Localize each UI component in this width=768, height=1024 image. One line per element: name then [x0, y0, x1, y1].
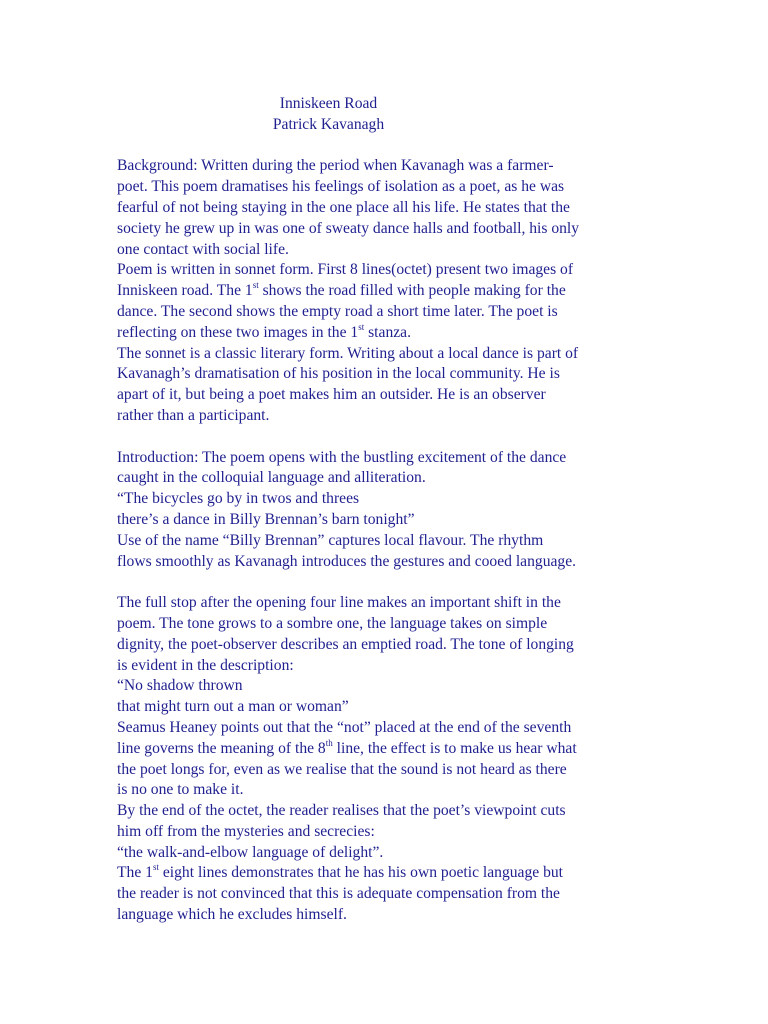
text-line [117, 510, 657, 531]
text-run: Seamus Heaney points out that the “not” placed at the end of the seventh [117, 718, 572, 736]
document-body [117, 94, 657, 926]
text-line [117, 635, 657, 656]
text-run: “The bicycles go by in twos and threes [117, 490, 360, 508]
text-line [117, 448, 657, 469]
text-run: By the end of the octet, the reader realises that the poet’s viewpoint cuts [117, 802, 566, 820]
ordinal-suffix: st [252, 279, 259, 290]
text-run: stanza. [364, 323, 411, 341]
text-run: Background: Written during the period when Kavanagh was a farmer- [117, 157, 554, 175]
text-line [117, 614, 657, 635]
text-line [117, 697, 657, 718]
text-line [117, 260, 657, 281]
text-line [117, 468, 657, 489]
text-run: Poem is written in sonnet form. First 8 lines(octet) present two images of [117, 261, 574, 279]
text-line [117, 822, 657, 843]
text-run: The full stop after the opening four line makes an important shift in the [117, 594, 561, 612]
text-line [117, 884, 657, 905]
blank-line [117, 136, 657, 157]
text-line [117, 552, 657, 573]
text-run: flows smoothly as Kavanagh introduces the gestures and cooed language. [117, 552, 577, 570]
text-line [117, 676, 657, 697]
blank-line [117, 572, 657, 593]
text-line [117, 302, 657, 323]
text-run: the poet longs for, even as we realise that the sound is not heard as there [117, 760, 567, 778]
body-text [117, 156, 657, 925]
title-block [117, 94, 540, 136]
text-line [117, 219, 657, 240]
text-run: “the walk-and-elbow language of delight”. [117, 843, 384, 861]
text-run: shows the road filled with people making for the [258, 282, 566, 300]
text-run: eight lines demonstrates that he has his own poetic language but [158, 864, 564, 882]
text-run: “No shadow thrown [117, 677, 243, 695]
text-line [117, 905, 657, 926]
text-run: the reader is not convinced that this is adequate compensation from the [117, 885, 560, 903]
text-line [117, 385, 657, 406]
text-run: The 1 [117, 864, 153, 882]
text-run: line governs the meaning of the 8 [117, 739, 326, 757]
text-run: Kavanagh’s dramatisation of his position in the local community. He is [117, 365, 560, 383]
text-run: Use of the name “Billy Brennan” captures local flavour. The rhythm [117, 531, 544, 549]
text-line [117, 364, 657, 385]
text-run: caught in the colloquial language and alliteration. [117, 469, 426, 487]
text-run: rather than a participant. [117, 406, 270, 424]
text-run: line, the effect is to make us hear what [332, 739, 577, 757]
text-line [117, 739, 657, 760]
text-line [117, 843, 657, 864]
text-line [117, 344, 657, 365]
text-run: Introduction: The poem opens with the bustling excitement of the dance [117, 448, 567, 466]
text-run: is no one to make it. [117, 781, 244, 799]
text-line [117, 780, 657, 801]
text-line [117, 198, 657, 219]
text-run: that might turn out a man or woman” [117, 698, 349, 716]
text-run: society he grew up in was one of sweaty dance halls and football, his only [117, 219, 580, 237]
text-run: fearful of not being staying in the one place all his life. He states that the [117, 198, 570, 216]
text-line [117, 760, 657, 781]
text-run: reflecting on these two images in the 1 [117, 323, 359, 341]
text-line [117, 406, 657, 427]
text-line [117, 240, 657, 261]
text-line [117, 156, 657, 177]
poem-author: Patrick Kavanagh [272, 115, 385, 133]
text-line [117, 801, 657, 822]
text-run: language which he excludes himself. [117, 906, 347, 924]
text-line [117, 177, 657, 198]
text-line [117, 593, 657, 614]
ordinal-suffix: th [325, 737, 333, 748]
text-run: apart of it, but being a poet makes him an outsider. He is an observer [117, 386, 546, 404]
text-line [117, 323, 657, 344]
poem-title: Inniskeen Road [279, 95, 378, 112]
text-run: dance. The second shows the empty road a short time later. The poet is [117, 302, 558, 320]
text-run: is evident in the description: [117, 656, 294, 674]
text-line [117, 718, 657, 739]
text-run: Inniskeen road. The 1 [117, 282, 253, 300]
text-run: there’s a dance in Billy Brennan’s barn tonight” [117, 510, 415, 528]
ordinal-suffix: st [358, 321, 365, 332]
text-run: poem. The tone grows to a sombre one, the language takes on simple [117, 614, 548, 632]
text-line [117, 863, 657, 884]
blank-line [117, 427, 657, 448]
text-run: poet. This poem dramatises his feelings of isolation as a poet, as he was [117, 178, 565, 196]
ordinal-suffix: st [152, 862, 159, 873]
text-run: him off from the mysteries and secrecies: [117, 822, 375, 840]
text-line [117, 531, 657, 552]
text-run: dignity, the poet-observer describes an emptied road. The tone of longing [117, 635, 574, 653]
text-line [117, 489, 657, 510]
text-run: one contact with social life. [117, 240, 289, 258]
text-run: The sonnet is a classic literary form. Writing about a local dance is part of [117, 344, 579, 362]
text-line [117, 281, 657, 302]
text-line [117, 656, 657, 677]
